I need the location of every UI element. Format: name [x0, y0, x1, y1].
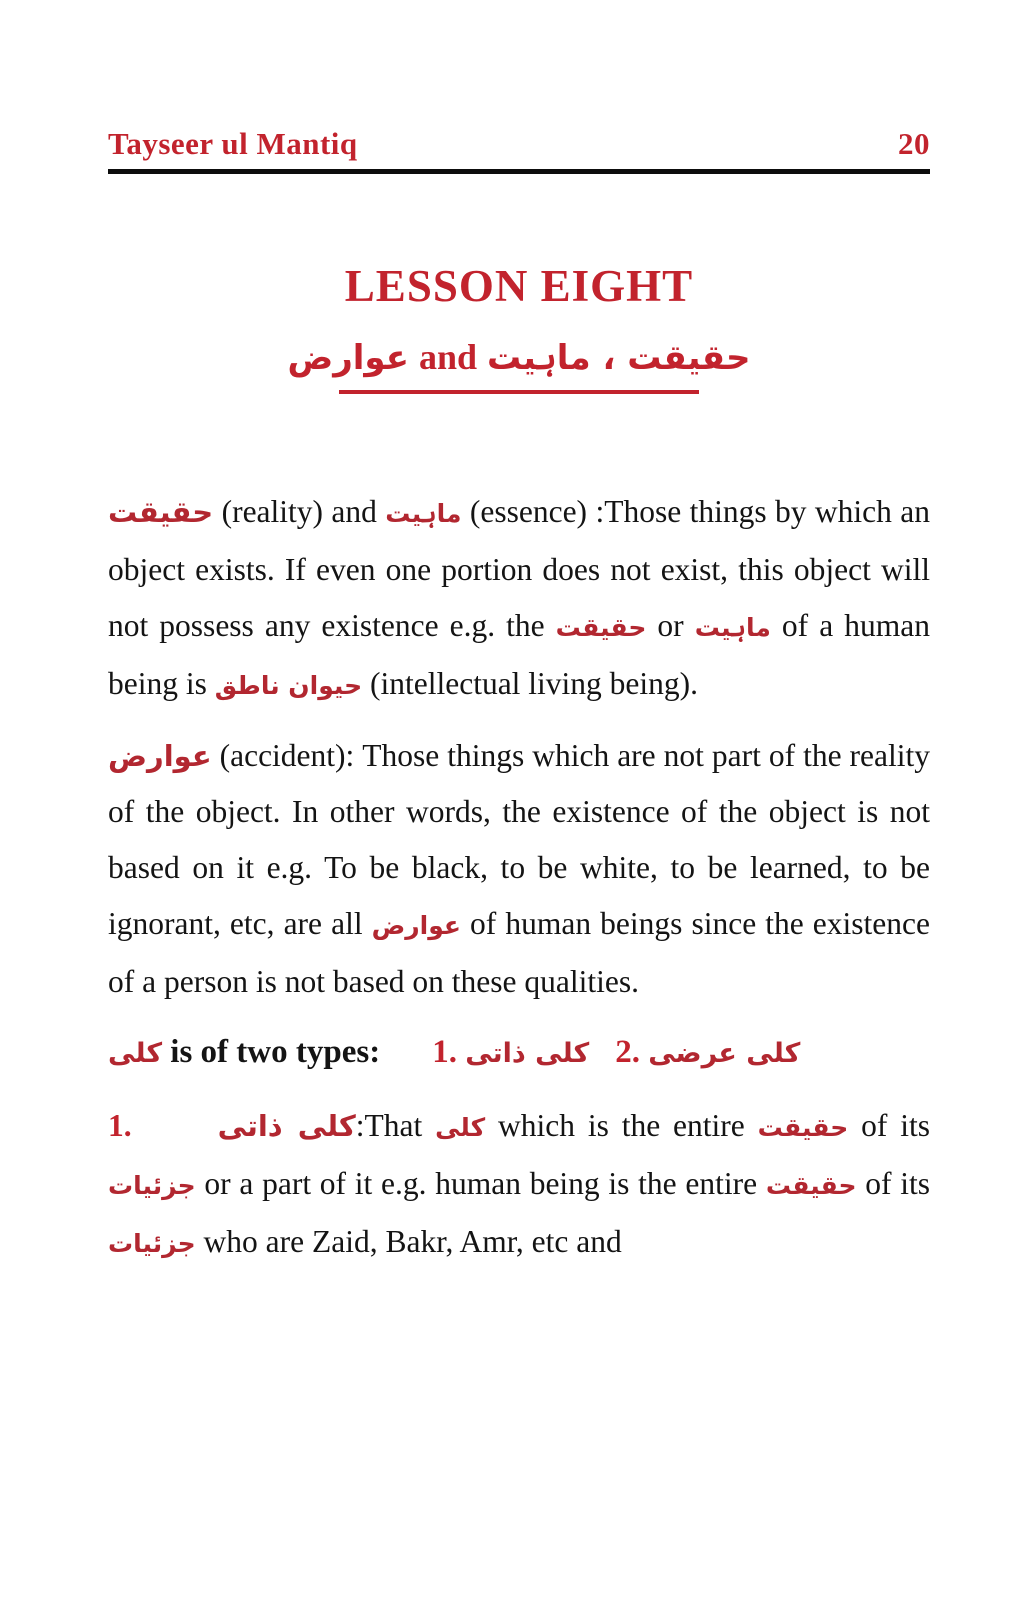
urdu-term: عوارض	[371, 911, 461, 940]
body-text: or a part of it e.g. human being is the entire	[195, 1166, 766, 1201]
subtitle-urdu-terms: حقیقت ، ماہیت	[487, 338, 751, 378]
body-text: (essence) :Those things by which an object exists. If even one portion does not exist, this object will not possess any existence e.g. the	[108, 494, 930, 643]
body-text: (reality) and	[213, 494, 386, 529]
book-title: Tayseer ul Mantiq	[108, 126, 358, 161]
urdu-term: ماہیت	[385, 499, 462, 528]
body-text: of its	[856, 1166, 930, 1201]
body-text: (intellectual living being).	[362, 666, 699, 701]
urdu-term: کلی	[435, 1113, 486, 1142]
body-text: :That	[355, 1108, 436, 1143]
list-number-1: 1.	[432, 1034, 457, 1070]
types-heading-label: is of two types:	[162, 1034, 381, 1070]
urdu-term-kulli-dhaati: کلی ذاتی	[217, 1109, 356, 1143]
paragraph-kulli-dhaati	[108, 1098, 930, 1272]
urdu-term: ماہیت	[694, 613, 771, 642]
body-text: or	[646, 608, 695, 643]
urdu-term: حقیقت	[765, 1171, 857, 1200]
urdu-term: جزئیات	[108, 1229, 196, 1258]
subtitle-underline	[339, 390, 699, 394]
space	[640, 1034, 648, 1070]
body-text: of a human being is	[108, 608, 930, 701]
urdu-term-kulli: کلی	[108, 1038, 163, 1069]
list-number-2: 2.	[615, 1034, 640, 1070]
urdu-term-kulli-ardi: کلی عرضی	[648, 1038, 801, 1069]
lesson-title: LESSON EIGHT	[344, 261, 694, 311]
paragraph-reality-essence	[108, 484, 930, 714]
paragraph-accident	[108, 728, 930, 1010]
subtitle-last-term: عوارض	[287, 338, 409, 378]
body-text: (accident): Those things which are not part of the reality of the object. In other words, the existence of the object is not based on it e.g. To be black, to be white, to be learned, to be ignorant, etc, are all	[108, 738, 930, 941]
space	[457, 1034, 465, 1070]
body-text: who are Zaid, Bakr, Amr, etc and	[195, 1224, 622, 1259]
types-heading	[108, 1024, 930, 1082]
page-number: 20	[898, 126, 930, 161]
urdu-term: حقیقت	[757, 1113, 849, 1142]
urdu-term: عوارض	[108, 739, 212, 773]
header-rule	[108, 169, 930, 174]
item-number: 1.	[108, 1108, 132, 1143]
lesson-body	[108, 484, 930, 1272]
subtitle-and-word: and	[418, 337, 478, 377]
body-text: of human beings since the existence of a person is not based on these qualities.	[108, 906, 930, 999]
lesson-subtitle	[108, 336, 930, 378]
urdu-term-kulli-dhaati: کلی ذاتی	[465, 1038, 590, 1069]
urdu-term: حقیقت	[108, 495, 214, 529]
urdu-term: حقیقت	[555, 613, 647, 642]
page-header	[108, 126, 930, 162]
urdu-term: جزئیات	[108, 1171, 196, 1200]
body-text: which is the entire	[485, 1108, 758, 1143]
urdu-term: حیوان ناطق	[214, 671, 363, 700]
body-text: of its	[848, 1108, 930, 1143]
